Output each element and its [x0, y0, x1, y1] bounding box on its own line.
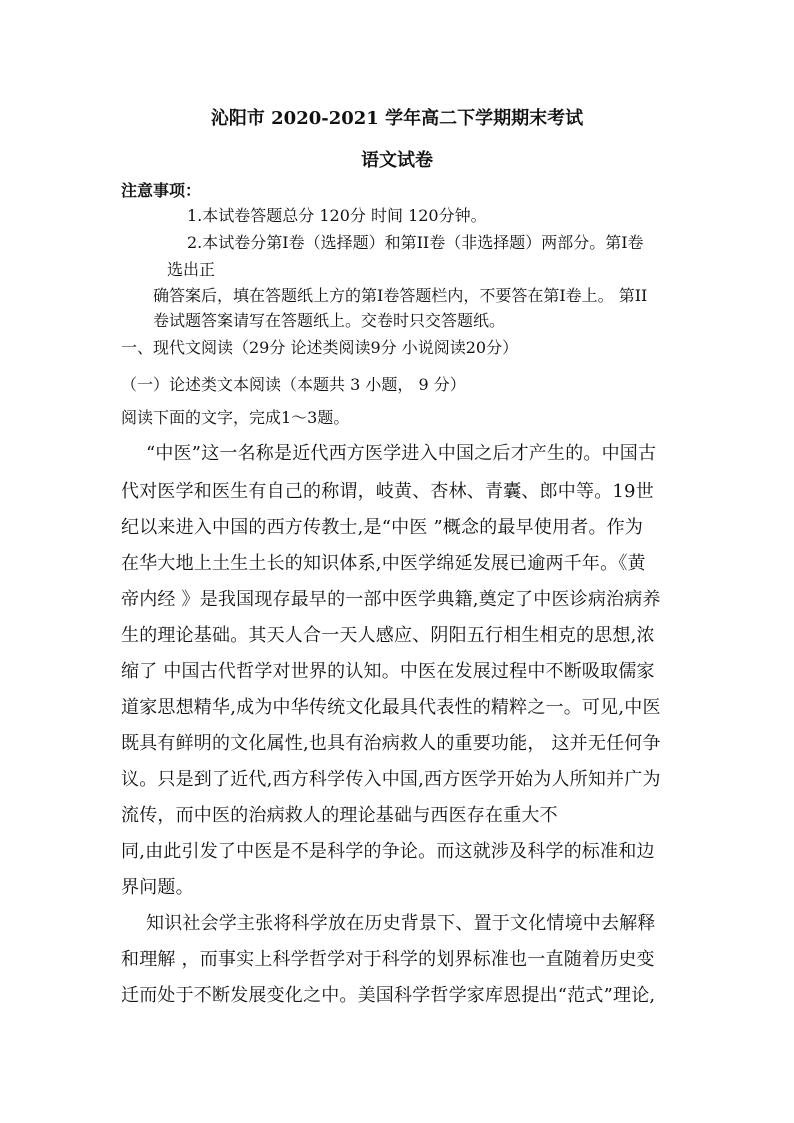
- exam-subtitle: 语文试卷: [361, 150, 433, 171]
- passage-line: 知识社会学主张将科学放在历史背景下、置于文化情境中去解释: [146, 913, 656, 934]
- passage-line: 代对医学和医生有自己的称谓，岐黄、杏林、青囊、郎中等。19世: [121, 481, 654, 502]
- section-1-title: 一、现代文阅读（29分 论述类阅读9分 小说阅读20分）: [121, 338, 519, 357]
- section-1-subtitle: （一）论述类文本阅读（本题共 3 小题， 9 分）: [121, 375, 466, 394]
- passage-line: 道家思想精华,成为中华传统文化最具代表性的精粹之一。可见,中医: [121, 697, 661, 718]
- exam-title: 沁阳市 2020-2021 学年高二下学期期末考试: [210, 108, 584, 129]
- passage-line: 生的理论基础。其天人合一天人感应、阴阳五行相生相克的思想,浓: [121, 625, 655, 646]
- section-1-instruction: 阅读下面的文字，完成1～3题。: [121, 408, 350, 427]
- passage-line: 纪以来进入中国的西方传教士,是“中医 ”概念的最早使用者。作为: [121, 517, 644, 538]
- passage-line: 和理解 ，而事实上科学哲学对于科学的划界标准也一直随着历史变: [121, 949, 655, 970]
- passage-line: 在华大地上土生土长的知识体系,中医学绵延发展已逾两千年。《黄: [121, 553, 646, 574]
- passage-line: 缩了 中国古代哲学对世界的认知。中医在发展过程中不断吸取儒家: [121, 661, 655, 682]
- passage-line: 议。只是到了近代,西方科学传入中国,西方医学开始为人所知并广为: [121, 769, 661, 790]
- notice-item-1: 1.本试卷答题总分 120分 时间 120分钟。: [187, 206, 487, 225]
- passage-line: 界问题。: [121, 877, 194, 898]
- notice-item-2-line-2: 选出正: [167, 260, 216, 279]
- notice-item-2-line-3: 确答案后，填在答题纸上方的第Ⅰ卷答题栏内，不要答在第Ⅰ卷上。 第II: [153, 286, 648, 305]
- passage-line: 迁而处于不断发展变化之中。美国科学哲学家库恩提出“范式”理论,: [121, 985, 656, 1006]
- passage-line: 帝内经 》是我国现存最早的一部中医学典籍,奠定了中医诊病治病养: [121, 589, 661, 610]
- passage-line: 同,由此引发了中医是不是科学的争论。而这就涉及科学的标准和边: [121, 841, 655, 862]
- passage-line: 既具有鲜明的文化属性,也具有治病救人的重要功能， 这并无任何争: [121, 733, 661, 754]
- passage-line: “中医”这一名称是近代西方医学进入中国之后才产生的。中国古: [146, 443, 657, 464]
- notice-item-2-line-1: 2.本试卷分第Ⅰ卷（选择题）和第II卷（非选择题）两部分。第Ⅰ卷: [187, 233, 644, 252]
- notice-heading: 注意事项：: [121, 181, 202, 200]
- notice-item-2-line-4: 卷试题答案请写在答题纸上。交卷时只交答题纸。: [153, 311, 506, 330]
- passage-line: 流传，而中医的治病救人的理论基础与西医存在重大不: [121, 805, 558, 826]
